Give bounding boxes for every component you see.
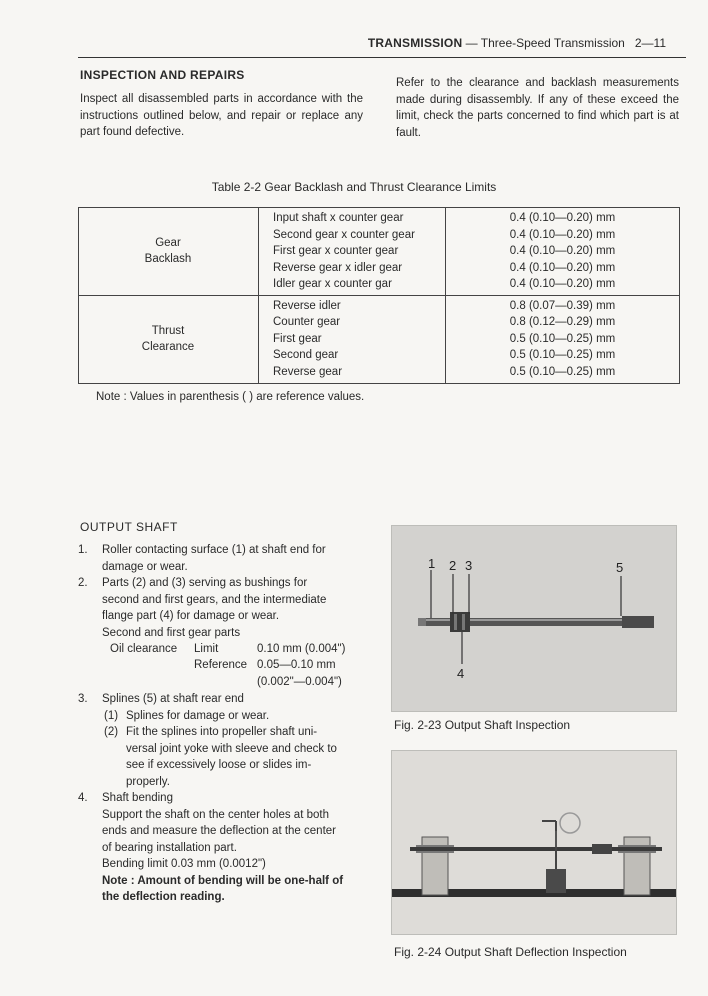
oil-clearance-block [102, 641, 366, 691]
items-cell [259, 295, 446, 383]
shaft-splines [622, 616, 654, 628]
inspection-right-text: Refer to the clearance and backlash measurements made during disassembly. If any of these exceed the limit, check the parts concerned to find which part is at fault. [396, 77, 679, 139]
callout-1: 1 [428, 556, 436, 571]
item-text: Input shaft x counter gear [273, 212, 404, 224]
item-text: First gear [273, 332, 322, 345]
item-line: flange part (4) for damage or wear. [102, 610, 280, 622]
item-line: versal joint yoke with sleeve and check to [126, 742, 337, 755]
item-line: Splines (5) at shaft rear end [102, 693, 244, 705]
value-text: 0.5 (0.10—0.25) mm [509, 349, 616, 362]
item-text: Reverse idler [273, 299, 341, 312]
category-line: Thrust [151, 324, 185, 337]
value-text: 0.4 (0.10—0.20) mm [509, 212, 616, 224]
item-text: Reverse gear [273, 365, 343, 378]
item-text: Reverse gear x idler gear [273, 261, 403, 274]
callout-5: 5 [616, 560, 624, 575]
value-text: 0.8 (0.07—0.39) mm [509, 299, 616, 312]
item-line: of bearing installation part. [102, 841, 237, 854]
value-text: 0.5 (0.10—0.25) mm [509, 332, 616, 345]
item-text: First gear x counter gear [273, 245, 399, 257]
output-shaft-list [78, 542, 366, 906]
item-text: Second gear [273, 349, 339, 362]
item-line: damage or wear. [102, 560, 188, 573]
reference-label: Reference [194, 659, 248, 671]
items-cell [259, 208, 446, 296]
item-line: Splines for damage or wear. [126, 709, 270, 722]
output-shaft-illustration [392, 526, 676, 711]
sub-item-number: (2) [104, 726, 119, 738]
item-line: Bending limit 0.03 mm (0.0012") [102, 858, 266, 870]
header-rule [78, 57, 686, 58]
callout-2: 2 [449, 558, 457, 573]
reference-value-inch: (0.002"—0.004") [257, 676, 342, 688]
category-cell [79, 208, 259, 296]
item-line: Second and first gear parts [102, 626, 241, 639]
section-subtitle: — Three-Speed Transmission [465, 36, 625, 50]
value-text: 0.4 (0.10—0.20) mm [509, 245, 616, 257]
deflection-illustration [392, 751, 676, 934]
section-title: TRANSMISSION [367, 36, 463, 50]
deflection-photo [391, 750, 677, 935]
item-line: Note : Amount of bending will be one-half of [102, 874, 344, 887]
gauge-stand [546, 869, 566, 893]
values-cell [446, 295, 680, 383]
sub-item [102, 708, 366, 725]
item-line: Roller contacting surface (1) at shaft end for [102, 544, 326, 556]
item-number: 4. [78, 792, 88, 804]
inspection-heading: INSPECTION AND REPAIRS [80, 68, 245, 82]
item-line: Fit the splines into propeller shaft uni- [126, 726, 318, 738]
shaft [410, 847, 662, 851]
category-line: Backlash [144, 253, 192, 266]
value-text: 0.5 (0.10—0.25) mm [509, 365, 616, 378]
oil-clearance-label: Oil clearance [110, 643, 178, 655]
fig-2-24-caption: Fig. 2-24 Output Shaft Deflection Inspection [394, 945, 627, 959]
page-number: 2—11 [634, 36, 666, 50]
value-text: 0.8 (0.12—0.29) mm [509, 316, 616, 329]
sub-item-number: (1) [104, 709, 119, 722]
item-text: Second gear x counter gear [273, 228, 415, 241]
category-line: Gear [155, 236, 181, 249]
item-line: Shaft bending [102, 792, 173, 804]
inspection-left-text: Inspect all disassembled parts in accordance with the instructions outlined below, and repair or replace any part found defective. [80, 93, 363, 138]
sub-item [102, 724, 366, 790]
value-text: 0.4 (0.10—0.20) mm [509, 228, 616, 241]
values-cell [446, 208, 680, 296]
category-cell [79, 295, 259, 383]
item-line: ends and measure the deflection at the center [102, 825, 336, 837]
item-line: second and first gears, and the intermediate [102, 593, 327, 606]
table-caption: Table 2-2 Gear Backlash and Thrust Clearance Limits [211, 180, 497, 194]
item-line: Parts (2) and (3) serving as bushings for [102, 577, 308, 589]
limit-label: Limit [194, 643, 219, 655]
value-text: 0.4 (0.10—0.20) mm [509, 278, 616, 290]
table-row [79, 208, 680, 296]
category-line: Clearance [141, 341, 195, 353]
callout-4: 4 [457, 666, 465, 681]
value-text: 0.4 (0.10—0.20) mm [509, 261, 616, 274]
output-shaft-photo [391, 525, 677, 712]
limits-table [78, 207, 680, 384]
list-item [78, 542, 366, 575]
item-text: Counter gear [273, 316, 341, 329]
item-line: see if excessively loose or slides im- [126, 759, 312, 771]
callout-3: 3 [465, 558, 473, 573]
limit-value: 0.10 mm (0.004") [257, 643, 346, 655]
list-item [78, 790, 366, 906]
item-number: 1. [78, 544, 88, 556]
item-line: the deflection reading. [102, 891, 225, 903]
table-row [79, 295, 680, 383]
list-item [78, 575, 366, 691]
list-item [78, 691, 366, 790]
fig-2-23-caption: Fig. 2-23 Output Shaft Inspection [394, 718, 571, 732]
item-number: 3. [78, 693, 88, 705]
item-line: Support the shaft on the center holes at both [102, 808, 329, 821]
page-header [368, 36, 666, 50]
roller-surface [418, 618, 426, 626]
item-text: Idler gear x counter gar [273, 278, 392, 290]
item-number: 2. [78, 577, 88, 589]
output-shaft-heading: OUTPUT SHAFT [80, 520, 178, 534]
table-note: Note : Values in parenthesis ( ) are reference values. [96, 391, 365, 403]
bushing-parts [450, 612, 470, 632]
item-line: properly. [126, 775, 170, 788]
reference-value: 0.05—0.10 mm [257, 659, 336, 671]
